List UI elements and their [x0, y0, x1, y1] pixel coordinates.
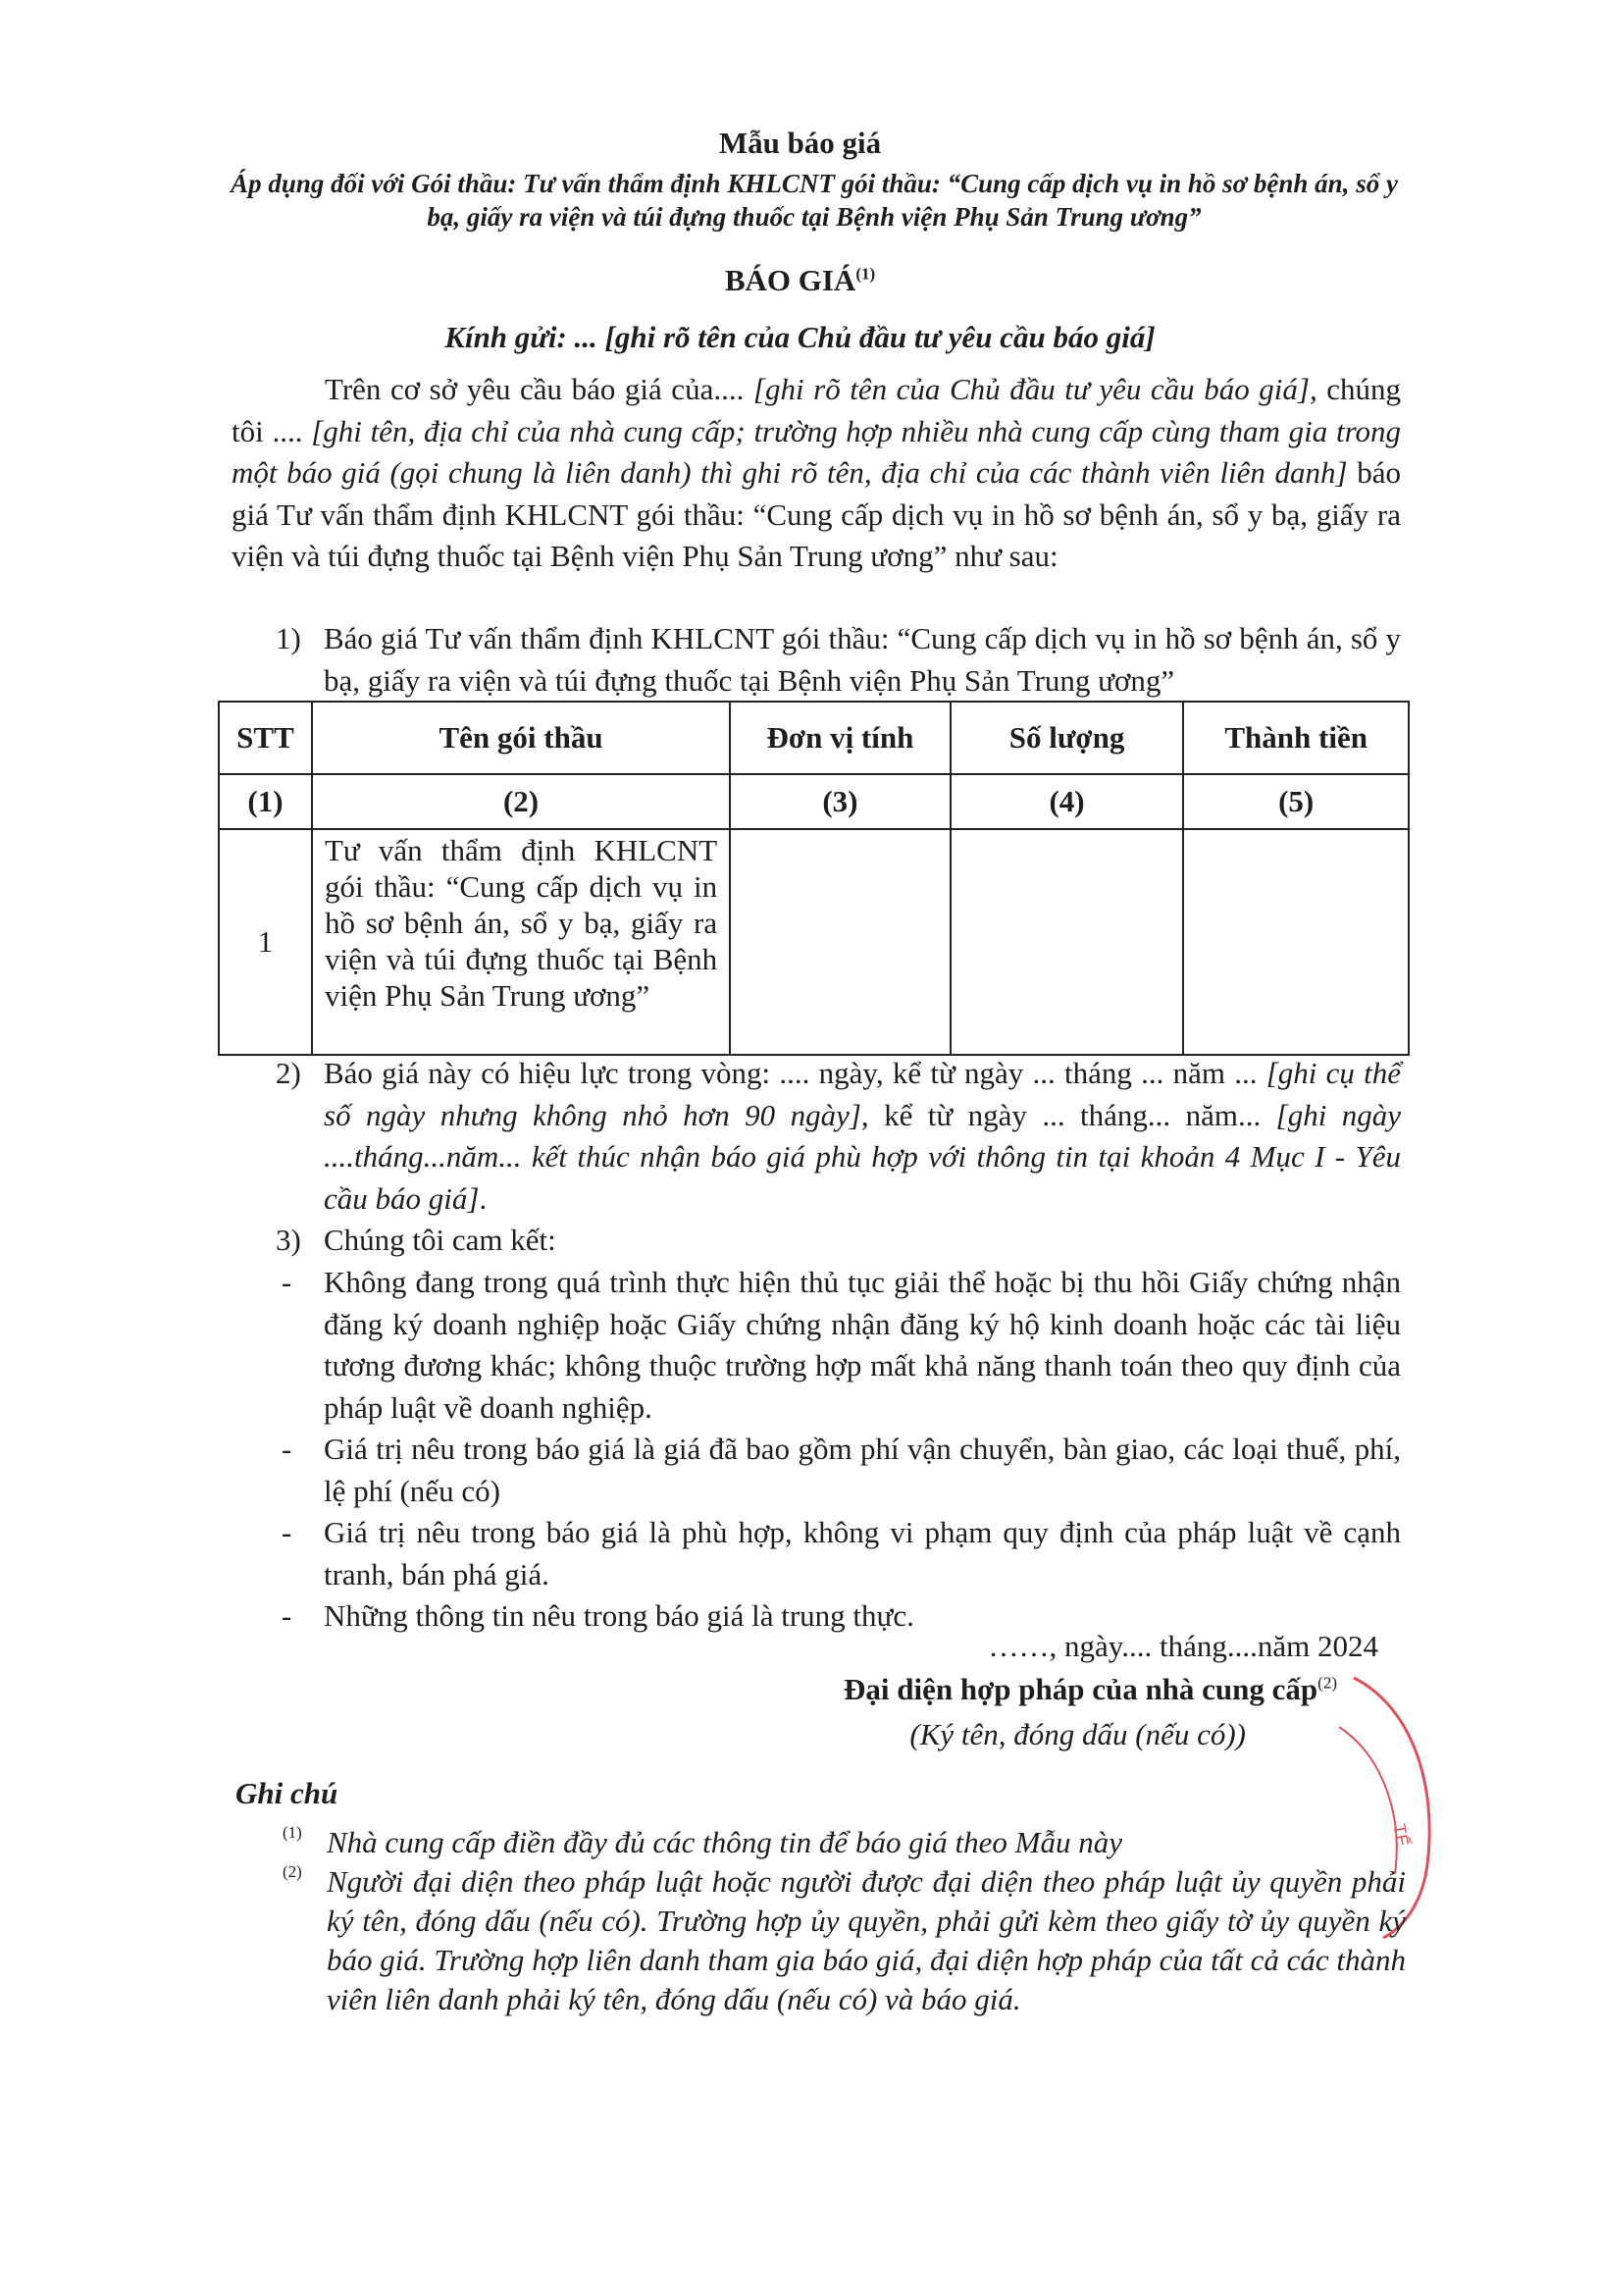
- intro-text-5: báo giá Tư vấn thẩm định KHLCNT gói thầu: “Cung cấp dịch vụ in hồ sơ bệnh án, sổ y bạ, giấy ra viện và túi đựng thuốc tại Bệnh viện Phụ Sản Trung ương” như sau:: [232, 455, 1402, 573]
- header-unit: Đơn vị tính: [730, 702, 951, 774]
- notes-title: Ghi chú: [235, 1776, 338, 1810]
- code-4: (4): [951, 774, 1184, 829]
- item-2-text-d: [ghi ngày ....tháng...năm... kết thúc nhận báo giá phù hợp với thông tin tại khoản 4 Mục I - Yêu cầu báo giá]: [324, 1097, 1402, 1216]
- signature-representative-text: Đại diện hợp pháp của nhà cung cấp: [843, 1672, 1318, 1706]
- footnote-1-text: Nhà cung cấp điền đầy đủ các thông tin để báo giá theo Mẫu này: [327, 1825, 1123, 1859]
- bullet-dash: -: [282, 1598, 292, 1633]
- item-3-number: 3): [276, 1223, 301, 1257]
- footnote-1-mark: (1): [283, 1823, 302, 1842]
- intro-text-1: Trên cơ sở yêu cầu báo giá của....: [325, 372, 745, 406]
- row-quantity: [951, 829, 1184, 1055]
- document-title-text: BÁO GIÁ: [724, 263, 856, 297]
- commitment-4-text: Những thông tin nêu trong báo giá là trung thực.: [324, 1598, 914, 1633]
- item-2-text-a: Báo giá này có hiệu lực trong vòng: .... ngày, kể từ ngày ... tháng ... năm ...: [324, 1056, 1258, 1090]
- footnote-2-text: Người đại diện theo pháp luật hoặc người được đại diện theo pháp luật ủy quyền phải ký tên, đóng dấu (nếu có). Trường hợp ủy quyền, phải gửi kèm theo giấy tờ ủy quyền ký báo giá. Trường hợp liên danh tham gia báo giá, đại diện hợp pháp của tất cả các thành viên liên danh phải ký tên, đóng dấu (nếu có) và báo giá.: [327, 1864, 1406, 2016]
- code-5: (5): [1183, 774, 1409, 829]
- form-title: Mẫu báo giá: [718, 126, 882, 160]
- table-header-row: [219, 702, 1409, 774]
- addressee: Kính gửi: ... [ghi rõ tên của Chủ đầu tư yêu cầu báo giá]: [444, 320, 1156, 354]
- row-unit: [730, 829, 951, 1055]
- commitment-3-text: Giá trị nêu trong báo giá là phù hợp, không vi phạm quy định của pháp luật về cạnh tranh, bán phá giá.: [324, 1515, 1401, 1592]
- code-1: (1): [219, 774, 312, 829]
- commitment-2-text: Giá trị nêu trong báo giá là giá đã bao gồm phí vận chuyển, bàn giao, các loại thuế, phí, lệ phí (nếu có): [324, 1432, 1401, 1508]
- item-1-number: 1): [276, 621, 301, 655]
- table-code-row: [219, 774, 1409, 829]
- stamp-text: TẾ: [1389, 1822, 1413, 1849]
- header-stt: STT: [219, 702, 312, 774]
- bullet-dash: -: [282, 1265, 292, 1299]
- intro-paragraph: [232, 369, 1401, 578]
- signature-instruction: (Ký tên, đóng dấu (nếu có)): [909, 1717, 1246, 1751]
- intro-text-2: [ghi rõ tên của Chủ đầu tư yêu cầu báo giá],: [744, 372, 1317, 406]
- quote-table: [218, 701, 1410, 1056]
- bullet-dash: -: [282, 1432, 292, 1466]
- header-amount: Thành tiền: [1183, 702, 1409, 774]
- code-2: (2): [312, 774, 730, 829]
- item-3-text: Chúng tôi cam kết:: [324, 1223, 556, 1257]
- signature-date: ……, ngày.... tháng....năm 2024: [988, 1629, 1378, 1663]
- commitment-1-text: Không đang trong quá trình thực hiện thủ tục giải thể hoặc bị thu hồi Giấy chứng nhận đăng ký doanh nghiệp hoặc Giấy chứng nhận đăng ký hộ kinh doanh hoặc các tài liệu tương đương khác; không thuộc trường hợp mất khả năng thanh toán theo quy định của pháp luật về doanh nghiệp.: [324, 1265, 1401, 1425]
- signature-representative: [0, 1672, 1337, 1707]
- row-stt: 1: [219, 829, 312, 1055]
- document-title: [0, 263, 1600, 298]
- row-amount: [1183, 829, 1409, 1055]
- document-title-note: (1): [855, 264, 876, 284]
- bullet-dash: -: [282, 1515, 292, 1549]
- footnote-2-mark: (2): [283, 1862, 302, 1881]
- header-package-name: Tên gói thầu: [312, 702, 730, 774]
- table-row: [219, 829, 1409, 1055]
- intro-text-4: [ghi tên, địa chỉ của nhà cung cấp; trường hợp nhiều nhà cung cấp cùng tham gia trong một báo giá (gọi chung là liên danh) thì ghi rõ tên, địa chỉ của các thành viên liên danh]: [232, 413, 1401, 490]
- item-2-number: 2): [276, 1056, 301, 1090]
- item-2-text: [324, 1053, 1401, 1220]
- item-2-text-e: .: [479, 1180, 488, 1216]
- item-2-text-c: , kể từ ngày ... tháng... năm...: [860, 1097, 1262, 1132]
- intro-text-3: chúng tôi ....: [232, 372, 1401, 448]
- row-package-name: Tư vấn thẩm định KHLCNT gói thầu: “Cung cấp dịch vụ in hồ sơ bệnh án, sổ y bạ, giấy ra viện và túi đựng thuốc tại Bệnh viện Phụ Sản Trung ương”: [312, 829, 730, 1055]
- item-2-text-b: [ghi cụ thể số ngày nhưng không nhỏ hơn 90 ngày]: [324, 1056, 1401, 1132]
- code-3: (3): [730, 774, 951, 829]
- form-subtitle: Áp dụng đối với Gói thầu: Tư vấn thẩm định KHLCNT gói thầu: “Cung cấp dịch vụ in hồ sơ bệnh án, sổ y bạ, giấy ra viện và túi đựng thuốc tại Bệnh viện Phụ Sản Trung ương”: [231, 169, 1398, 232]
- item-1-text: Báo giá Tư vấn thẩm định KHLCNT gói thầu: “Cung cấp dịch vụ in hồ sơ bệnh án, sổ y bạ, giấy ra viện và túi đựng thuốc tại Bệnh viện Phụ Sản Trung ương”: [324, 621, 1401, 698]
- header-quantity: Số lượng: [951, 702, 1184, 774]
- signature-representative-note: (2): [1317, 1673, 1337, 1693]
